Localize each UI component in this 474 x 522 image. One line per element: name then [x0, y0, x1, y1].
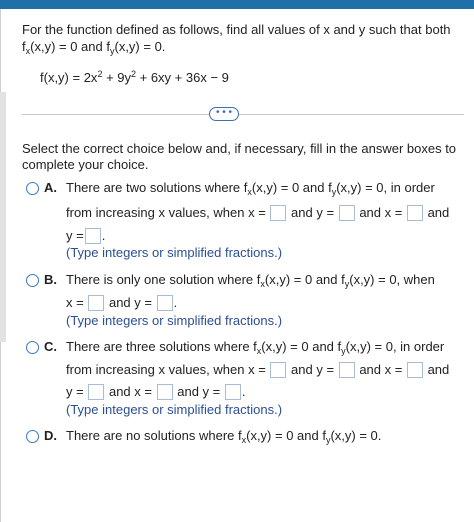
choice-a-line1: There are two solutions where $f_x(x,y) = 0$ and $f_y(x,y) = 0$, in order	[66, 180, 435, 197]
top-accent-bar	[0, 0, 474, 9]
choice-a-line2: from increasing x values, when x = and y = and x = and	[66, 205, 450, 220]
choice-a-letter: A.	[44, 180, 57, 195]
choice-a-hint: (Type integers or simplified fractions.)	[66, 245, 283, 260]
more-options-button[interactable]: • • •	[209, 107, 239, 121]
choice-c-y1-input[interactable]	[339, 362, 355, 378]
choice-d-letter: D.	[44, 428, 57, 443]
choice-b-x-input[interactable]	[88, 295, 104, 311]
choice-a-radio[interactable]	[26, 182, 39, 195]
choice-b-letter: B.	[44, 272, 57, 287]
choice-c-line2: from increasing x values, when x = and y = and x = and	[66, 362, 450, 377]
function-definition: $f(x,y) = 2x^2 + 9y^2 + 6xy + 36x - 9$	[40, 69, 229, 85]
choice-b-hint: (Type integers or simplified fractions.)	[66, 313, 283, 328]
choice-c-x3-input[interactable]	[157, 384, 173, 400]
choice-c-x1-input[interactable]	[270, 362, 286, 378]
instruction-line2: complete your choice.	[22, 157, 149, 172]
choice-a-y1-input[interactable]	[339, 205, 355, 221]
choice-a-x1-input[interactable]	[270, 205, 286, 221]
instruction-line1: Select the correct choice below and, if necessary, fill in the answer boxes to	[22, 141, 457, 156]
problem-text-line2: $f_x(x,y) = 0$ and $f_y(x,y) = 0$.	[22, 39, 166, 56]
choice-c-x2-input[interactable]	[407, 362, 423, 378]
choice-b-y-input[interactable]	[157, 295, 173, 311]
choice-a-x2-input[interactable]	[407, 205, 423, 221]
choice-c-y2-input[interactable]	[88, 384, 104, 400]
problem-text-line1: For the function defined as follows, find all values of x and y such that both	[22, 22, 451, 37]
choice-a-line3: y = .	[66, 228, 106, 243]
choice-b-line2: x = and y = .	[66, 295, 178, 310]
choice-c-y3-input[interactable]	[225, 384, 241, 400]
scroll-indicator[interactable]	[0, 92, 6, 342]
choice-c-radio[interactable]	[26, 341, 39, 354]
choice-a-y2-input[interactable]	[85, 228, 101, 244]
choice-c-hint: (Type integers or simplified fractions.)	[66, 402, 283, 417]
choice-b-line1: There is only one solution where $f_x(x,y) = 0$ and $f_y(x,y) = 0$, when	[66, 272, 435, 289]
section-divider	[22, 114, 464, 115]
choice-c-line1: There are three solutions where $f_x(x,y) = 0$ and $f_y(x,y) = 0$, in order	[66, 339, 445, 356]
choice-c-line3: y = and x = and y = .	[66, 384, 246, 399]
choice-b-radio[interactable]	[26, 274, 39, 287]
choice-d-line1: There are no solutions where $f_x(x,y) = 0$ and $f_y(x,y) = 0$.	[66, 428, 382, 445]
choice-c-letter: C.	[44, 339, 57, 354]
choice-d-radio[interactable]	[26, 430, 39, 443]
